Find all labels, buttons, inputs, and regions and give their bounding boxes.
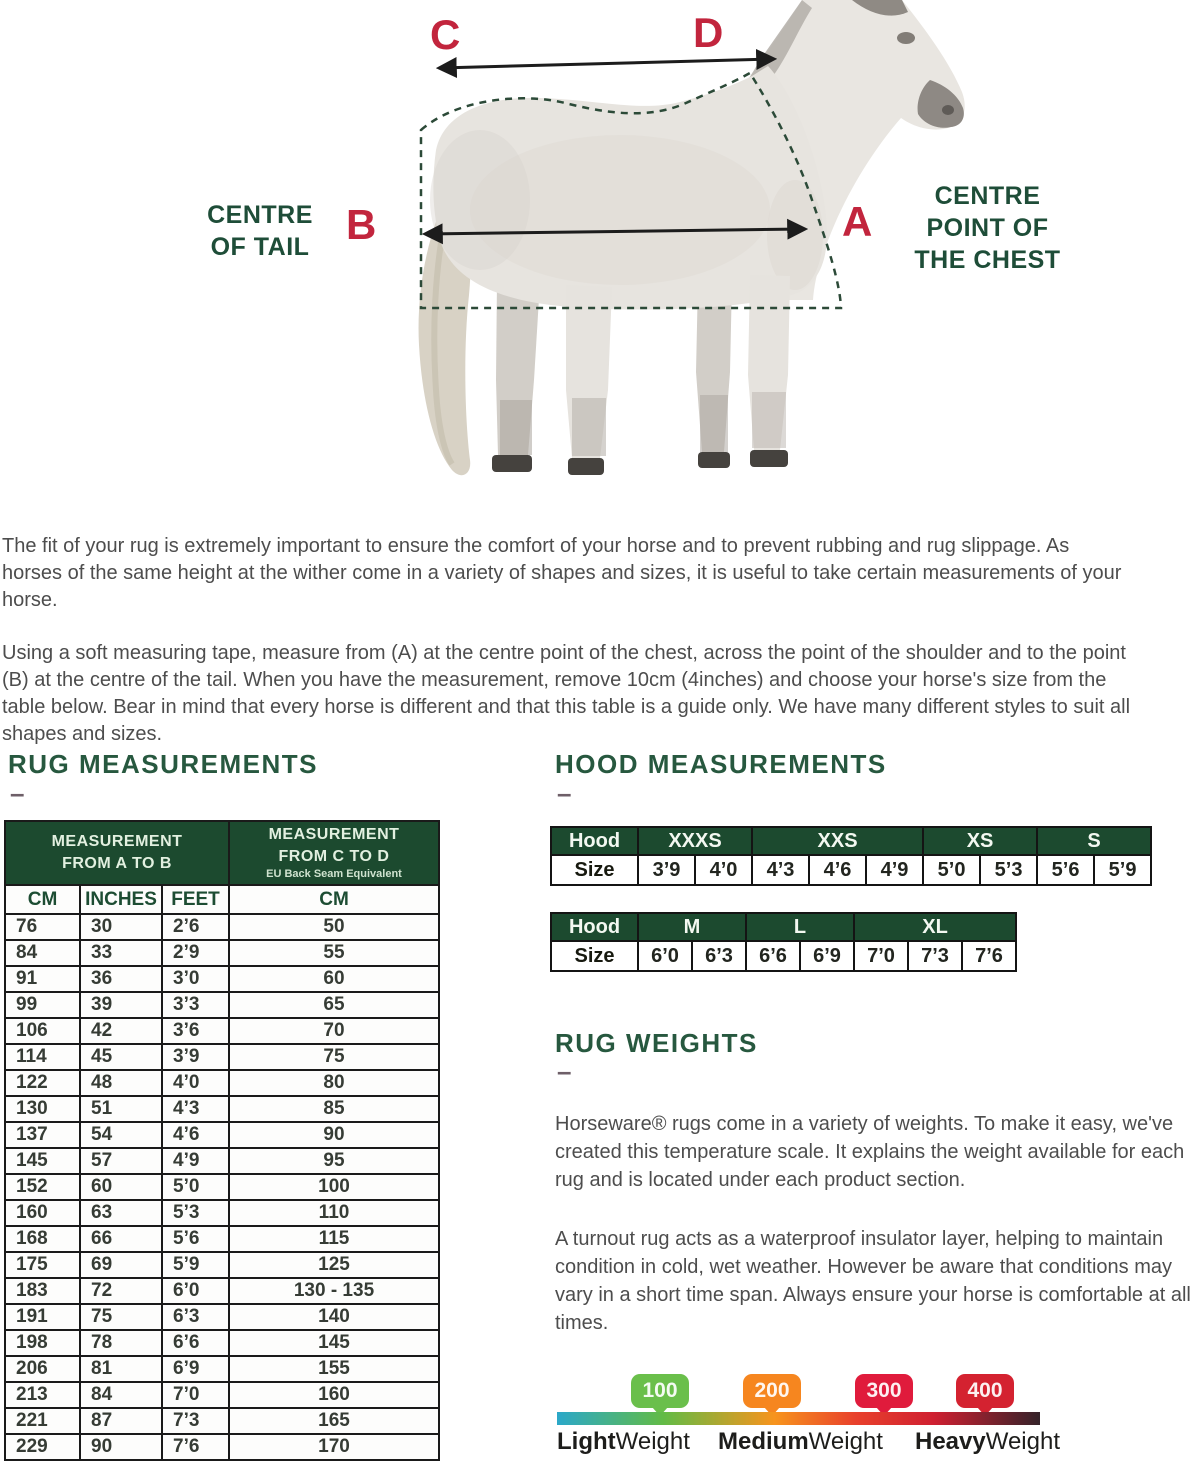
hood-measurements-table-1 <box>550 826 1152 886</box>
rug-table-cell: 50 <box>229 914 439 940</box>
hood-size-row <box>551 855 1151 885</box>
rug-table-cell: 55 <box>229 940 439 966</box>
intro-paragraph-1: The fit of your rug is extremely important to ensure the comfort of your horse and to prevent rubbing and rug slippage. As horses of the same height at the wither come in a variety of shapes and sizes, it is useful to take certain measurements of your horse. <box>2 535 1122 611</box>
rug-table-cell: 85 <box>229 1096 439 1122</box>
hood-size-cell: 7’3 <box>908 941 962 971</box>
rug-table-row <box>5 940 439 966</box>
rug-column-header: CM <box>229 885 439 914</box>
rug-table-cell: 160 <box>229 1382 439 1408</box>
rug-table-cell: 4’6 <box>162 1122 229 1148</box>
weight-badge-value: 200 <box>754 1379 790 1402</box>
hood-group-header: S <box>1037 827 1151 855</box>
header-measurement-a-to-b <box>5 821 229 885</box>
point-b-letter: B <box>346 201 377 248</box>
rug-weights-paragraph-2: A turnout rug acts as a waterproof insulator layer, helping to maintain condition in cold, wet weather. However be aware that conditions may vary in a short time span. Always ensure your horse is comfortable at all times. <box>555 1228 1191 1334</box>
rug-table-row <box>5 992 439 1018</box>
rug-table-cell: 100 <box>229 1174 439 1200</box>
rug-table-row <box>5 966 439 992</box>
rug-table-cell: 75 <box>229 1044 439 1070</box>
rug-table-cell: 122 <box>5 1070 80 1096</box>
rug-table-cell: 7’0 <box>162 1382 229 1408</box>
rug-table-row <box>5 1122 439 1148</box>
rug-measurements-table <box>4 820 440 1461</box>
rug-table-row <box>5 1226 439 1252</box>
chest-label-line2: POINT OF <box>926 214 1049 242</box>
rug-table-cell: 99 <box>5 992 80 1018</box>
hood-size-cell: 5’0 <box>923 855 980 885</box>
rug-table-cell: 130 - 135 <box>229 1278 439 1304</box>
rug-table-cell: 110 <box>229 1200 439 1226</box>
rug-table-body <box>5 914 439 1460</box>
header-ab-line2: FROM A TO B <box>62 855 172 872</box>
chest-label-line1: CENTRE <box>934 182 1041 210</box>
rug-table-cell: 45 <box>80 1044 162 1070</box>
weight-label-bold: Medium <box>718 1428 809 1455</box>
rug-table-cell: 125 <box>229 1252 439 1278</box>
rug-table-row <box>5 1174 439 1200</box>
rug-table-cell: 42 <box>80 1018 162 1044</box>
rug-table-row <box>5 1148 439 1174</box>
heading-dash: – <box>557 1056 572 1086</box>
rug-table-row <box>5 1330 439 1356</box>
rug-table-cell: 76 <box>5 914 80 940</box>
hood-table-header-row <box>551 913 1016 941</box>
rug-table-cell: 6’9 <box>162 1356 229 1382</box>
rug-table-cell: 2’9 <box>162 940 229 966</box>
rug-table-cell: 140 <box>229 1304 439 1330</box>
hood-group-header: L <box>746 913 854 941</box>
rug-table-cell: 5’6 <box>162 1226 229 1252</box>
rug-table-cell: 170 <box>229 1434 439 1460</box>
rug-table-cell: 137 <box>5 1122 80 1148</box>
hood-measurements-table-2 <box>550 912 1017 972</box>
rug-table-cell: 2’6 <box>162 914 229 940</box>
rug-table-cell: 4’9 <box>162 1148 229 1174</box>
rug-table-row <box>5 1018 439 1044</box>
heading-dash: – <box>10 778 25 808</box>
weight-badge-value: 400 <box>967 1379 1003 1402</box>
horse-hoof <box>492 455 532 472</box>
rug-table-cell: 60 <box>229 966 439 992</box>
rug-table-cell: 4’3 <box>162 1096 229 1122</box>
rug-table-cell: 70 <box>229 1018 439 1044</box>
hood-size-row-label: Size <box>551 941 638 971</box>
hood-group-header: XL <box>854 913 1016 941</box>
rug-table-cell: 60 <box>80 1174 162 1200</box>
rug-table-cell: 81 <box>80 1356 162 1382</box>
rug-table-cell: 5’9 <box>162 1252 229 1278</box>
rug-column-header: CM <box>5 885 80 914</box>
hood-corner-label: Hood <box>551 913 638 941</box>
rug-table-cell: 106 <box>5 1018 80 1044</box>
weight-label-bold: Light <box>557 1428 616 1455</box>
rug-table-cell: 80 <box>229 1070 439 1096</box>
hood-size-cell: 6’3 <box>692 941 746 971</box>
centre-of-tail-line2: OF TAIL <box>210 233 310 261</box>
rug-table-column-header-row <box>5 885 439 914</box>
rug-table-cell: 165 <box>229 1408 439 1434</box>
hood-size-cell: 4’3 <box>752 855 809 885</box>
hood-size-cell: 7’0 <box>854 941 908 971</box>
rug-table-cell: 229 <box>5 1434 80 1460</box>
intro-paragraph-2: Using a soft measuring tape, measure from (A) at the centre point of the chest, across the point of the shoulder and to the point (B) at the centre of the tail. When you have the measurement, remove 10cm (4inches) and choose your horse's size from the table below. Bear in mind that every horse is different and that this table is a guide only. We have many different styles to suit all shapes and sizes. <box>2 642 1131 745</box>
hood-measurements-title: HOOD MEASUREMENTS <box>555 749 887 779</box>
header-measurement-c-to-d <box>229 821 439 885</box>
point-c-letter: C <box>430 11 461 58</box>
rug-table-row <box>5 1070 439 1096</box>
rug-table-cell: 69 <box>80 1252 162 1278</box>
rug-table-cell: 3’3 <box>162 992 229 1018</box>
rug-table-cell: 33 <box>80 940 162 966</box>
weight-scale-label-light: LightWeight <box>557 1428 690 1455</box>
rug-column-header: FEET <box>162 885 229 914</box>
hood-size-cell: 7’6 <box>962 941 1016 971</box>
rug-table-cell: 6’6 <box>162 1330 229 1356</box>
rug-table-cell: 54 <box>80 1122 162 1148</box>
rug-table-cell: 91 <box>5 966 80 992</box>
rug-table-row <box>5 1382 439 1408</box>
rug-table-cell: 57 <box>80 1148 162 1174</box>
hood-group-header: XXXS <box>638 827 752 855</box>
rug-table-cell: 84 <box>5 940 80 966</box>
rug-column-header: INCHES <box>80 885 162 914</box>
rug-table-cell: 66 <box>80 1226 162 1252</box>
rug-table-row <box>5 914 439 940</box>
rug-table-cell: 72 <box>80 1278 162 1304</box>
weight-scale-label-medium: MediumWeight <box>718 1428 883 1455</box>
rug-table-cell: 115 <box>229 1226 439 1252</box>
horse-hoof <box>698 452 730 468</box>
rug-table-cell: 84 <box>80 1382 162 1408</box>
rug-table-cell: 36 <box>80 966 162 992</box>
rug-table-cell: 6’3 <box>162 1304 229 1330</box>
horse-eye <box>897 32 915 44</box>
hood-size-cell: 3’9 <box>638 855 695 885</box>
rug-table-cell: 78 <box>80 1330 162 1356</box>
rug-table-cell: 221 <box>5 1408 80 1434</box>
hood-size-cell: 5’6 <box>1037 855 1094 885</box>
rug-table-cell: 198 <box>5 1330 80 1356</box>
rug-table-cell: 152 <box>5 1174 80 1200</box>
rug-table-group-header <box>5 821 439 885</box>
weight-badge-value: 100 <box>642 1379 678 1402</box>
rug-table-cell: 114 <box>5 1044 80 1070</box>
rug-table-row <box>5 1356 439 1382</box>
rug-table-row <box>5 1304 439 1330</box>
weight-badge-value: 300 <box>866 1379 902 1402</box>
rug-table-cell: 191 <box>5 1304 80 1330</box>
rug-table-cell: 206 <box>5 1356 80 1382</box>
rug-weights-paragraph-1: Horseware® rugs come in a variety of weights. To make it easy, we've created this temperature scale. It explains the weight available for each rug and is located under each product section. <box>555 1113 1185 1191</box>
hood-group-header: XS <box>923 827 1037 855</box>
rug-table-cell: 175 <box>5 1252 80 1278</box>
rug-table-row <box>5 1252 439 1278</box>
rug-table-cell: 7’3 <box>162 1408 229 1434</box>
hood-size-cell: 4’0 <box>695 855 752 885</box>
rug-table-cell: 130 <box>5 1096 80 1122</box>
rug-table-cell: 3’0 <box>162 966 229 992</box>
hood-corner-label: Hood <box>551 827 638 855</box>
chest-label-line3: THE CHEST <box>914 246 1061 274</box>
weight-scale-gradient-bar <box>557 1412 1040 1425</box>
rug-table-cell: 5’3 <box>162 1200 229 1226</box>
weight-scale-label-heavy: HeavyWeight <box>915 1428 1060 1455</box>
hood-size-cell: 5’9 <box>1094 855 1151 885</box>
hood-group-header: XXS <box>752 827 923 855</box>
rug-table-row <box>5 1044 439 1070</box>
header-cd-line1: MEASUREMENT <box>268 826 400 843</box>
weight-badge-200 <box>743 1374 801 1408</box>
rug-table-cell: 51 <box>80 1096 162 1122</box>
hood-group-header: M <box>638 913 746 941</box>
hood-table-header-row <box>551 827 1151 855</box>
hood-size-cell: 5’3 <box>980 855 1037 885</box>
weight-badge-300 <box>855 1374 913 1408</box>
horse-hoof <box>568 458 604 475</box>
rug-table-row <box>5 1096 439 1122</box>
hood-size-row-label: Size <box>551 855 638 885</box>
rug-table-cell: 3’6 <box>162 1018 229 1044</box>
weight-temperature-scale <box>555 1366 1200 1464</box>
point-a-letter: A <box>842 198 873 245</box>
rug-table-cell: 90 <box>80 1434 162 1460</box>
header-ab-line1: MEASUREMENT <box>51 833 183 850</box>
measurement-arrow-cd <box>440 59 773 68</box>
rug-table-cell: 160 <box>5 1200 80 1226</box>
heading-dash: – <box>557 778 572 808</box>
rug-measurements-title: RUG MEASUREMENTS <box>8 749 319 779</box>
hood-size-row <box>551 941 1016 971</box>
rug-table-cell: 90 <box>229 1122 439 1148</box>
hood-size-cell: 6’0 <box>638 941 692 971</box>
rug-table-cell: 48 <box>80 1070 162 1096</box>
hood-size-cell: 4’9 <box>866 855 923 885</box>
rug-table-cell: 168 <box>5 1226 80 1252</box>
rug-weights-title: RUG WEIGHTS <box>555 1028 758 1058</box>
rug-table-cell: 39 <box>80 992 162 1018</box>
rug-table-cell: 75 <box>80 1304 162 1330</box>
rug-table-cell: 5’0 <box>162 1174 229 1200</box>
rug-table-cell: 183 <box>5 1278 80 1304</box>
weight-badge-400 <box>956 1374 1014 1408</box>
rug-table-cell: 145 <box>5 1148 80 1174</box>
rug-table-cell: 95 <box>229 1148 439 1174</box>
rug-table-cell: 3’9 <box>162 1044 229 1070</box>
hood-size-cell: 4’6 <box>809 855 866 885</box>
weight-label-bold: Heavy <box>915 1428 986 1455</box>
rug-table-cell: 155 <box>229 1356 439 1382</box>
rug-table-cell: 65 <box>229 992 439 1018</box>
rug-table-cell: 30 <box>80 914 162 940</box>
rug-table-row <box>5 1434 439 1460</box>
rug-table-cell: 63 <box>80 1200 162 1226</box>
rug-table-cell: 6’0 <box>162 1278 229 1304</box>
weight-badge-100 <box>631 1374 689 1408</box>
header-cd-line2: FROM C TO D <box>278 848 390 865</box>
rug-table-cell: 213 <box>5 1382 80 1408</box>
point-d-letter: D <box>693 9 724 56</box>
hood-size-cell: 6’9 <box>800 941 854 971</box>
hood-size-cell: 6’6 <box>746 941 800 971</box>
centre-of-tail-label <box>170 199 350 263</box>
rug-table-cell: 87 <box>80 1408 162 1434</box>
rug-table-cell: 4’0 <box>162 1070 229 1096</box>
horse-hoof <box>750 450 788 467</box>
rug-table-row <box>5 1278 439 1304</box>
rug-table-cell: 145 <box>229 1330 439 1356</box>
rug-table-row <box>5 1408 439 1434</box>
centre-of-tail-line1: CENTRE <box>207 201 313 229</box>
rug-table-row <box>5 1200 439 1226</box>
rug-table-cell: 7’6 <box>162 1434 229 1460</box>
header-cd-subtext: EU Back Seam Equivalent <box>266 868 402 880</box>
centre-point-of-chest-label <box>895 180 1080 276</box>
